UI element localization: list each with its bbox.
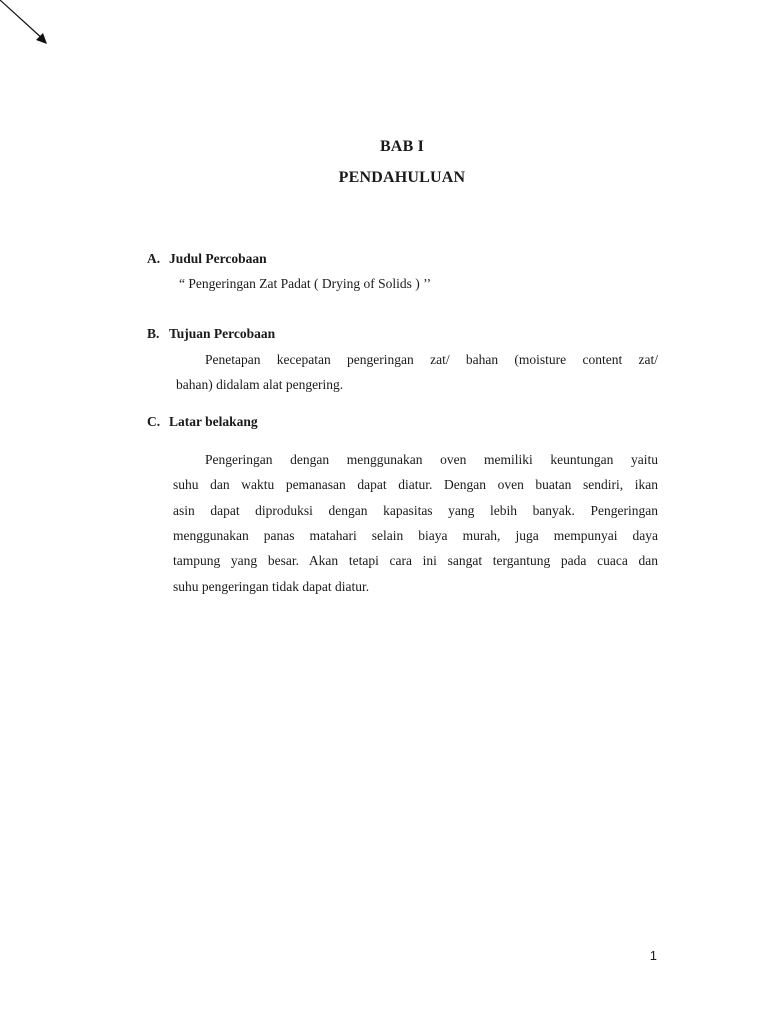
section-b-heading bbox=[147, 326, 275, 342]
section-c-line-1: Pengeringan dengan menggunakan oven memiliki keuntungan yaitu bbox=[205, 452, 658, 467]
section-b-letter: B. bbox=[147, 326, 160, 341]
section-a-heading bbox=[147, 251, 267, 267]
section-a-letter: A. bbox=[147, 251, 161, 266]
section-b-line-2: bahan) didalam alat pengering. bbox=[176, 377, 344, 392]
section-c-line-5: tampung yang besar. Akan tetapi cara ini sangat tergantung pada cuaca dan bbox=[173, 553, 658, 568]
section-c-line-2: suhu dan waktu pemanasan dapat diatur. Dengan oven buatan sendiri, ikan bbox=[173, 477, 658, 492]
section-b-title: Tujuan Percobaan bbox=[169, 326, 276, 341]
section-c-line-6: suhu pengeringan tidak dapat diatur. bbox=[173, 579, 370, 594]
section-a-title: Judul Percobaan bbox=[169, 251, 267, 266]
chapter-title: PENDAHULUAN bbox=[338, 169, 466, 186]
section-a-line-1: “ Pengeringan Zat Padat ( Drying of Solids ) ’’ bbox=[179, 276, 432, 291]
section-c-line-3: asin dapat diproduksi dengan kapasitas yang lebih banyak. Pengeringan bbox=[173, 503, 658, 518]
section-b-line-1: Penetapan kecepatan pengeringan zat/ bahan (moisture content zat/ bbox=[205, 352, 658, 367]
chapter-number: BAB I bbox=[379, 138, 425, 155]
section-c-heading bbox=[147, 414, 258, 430]
section-c-letter: C. bbox=[147, 414, 161, 429]
section-c-line-4: menggunakan panas matahari selain biaya murah, juga mempunyai daya bbox=[173, 528, 658, 543]
arrow-mark-icon bbox=[0, 0, 60, 60]
section-c-title: Latar belakang bbox=[169, 414, 258, 429]
page-number: 1 bbox=[649, 948, 657, 963]
